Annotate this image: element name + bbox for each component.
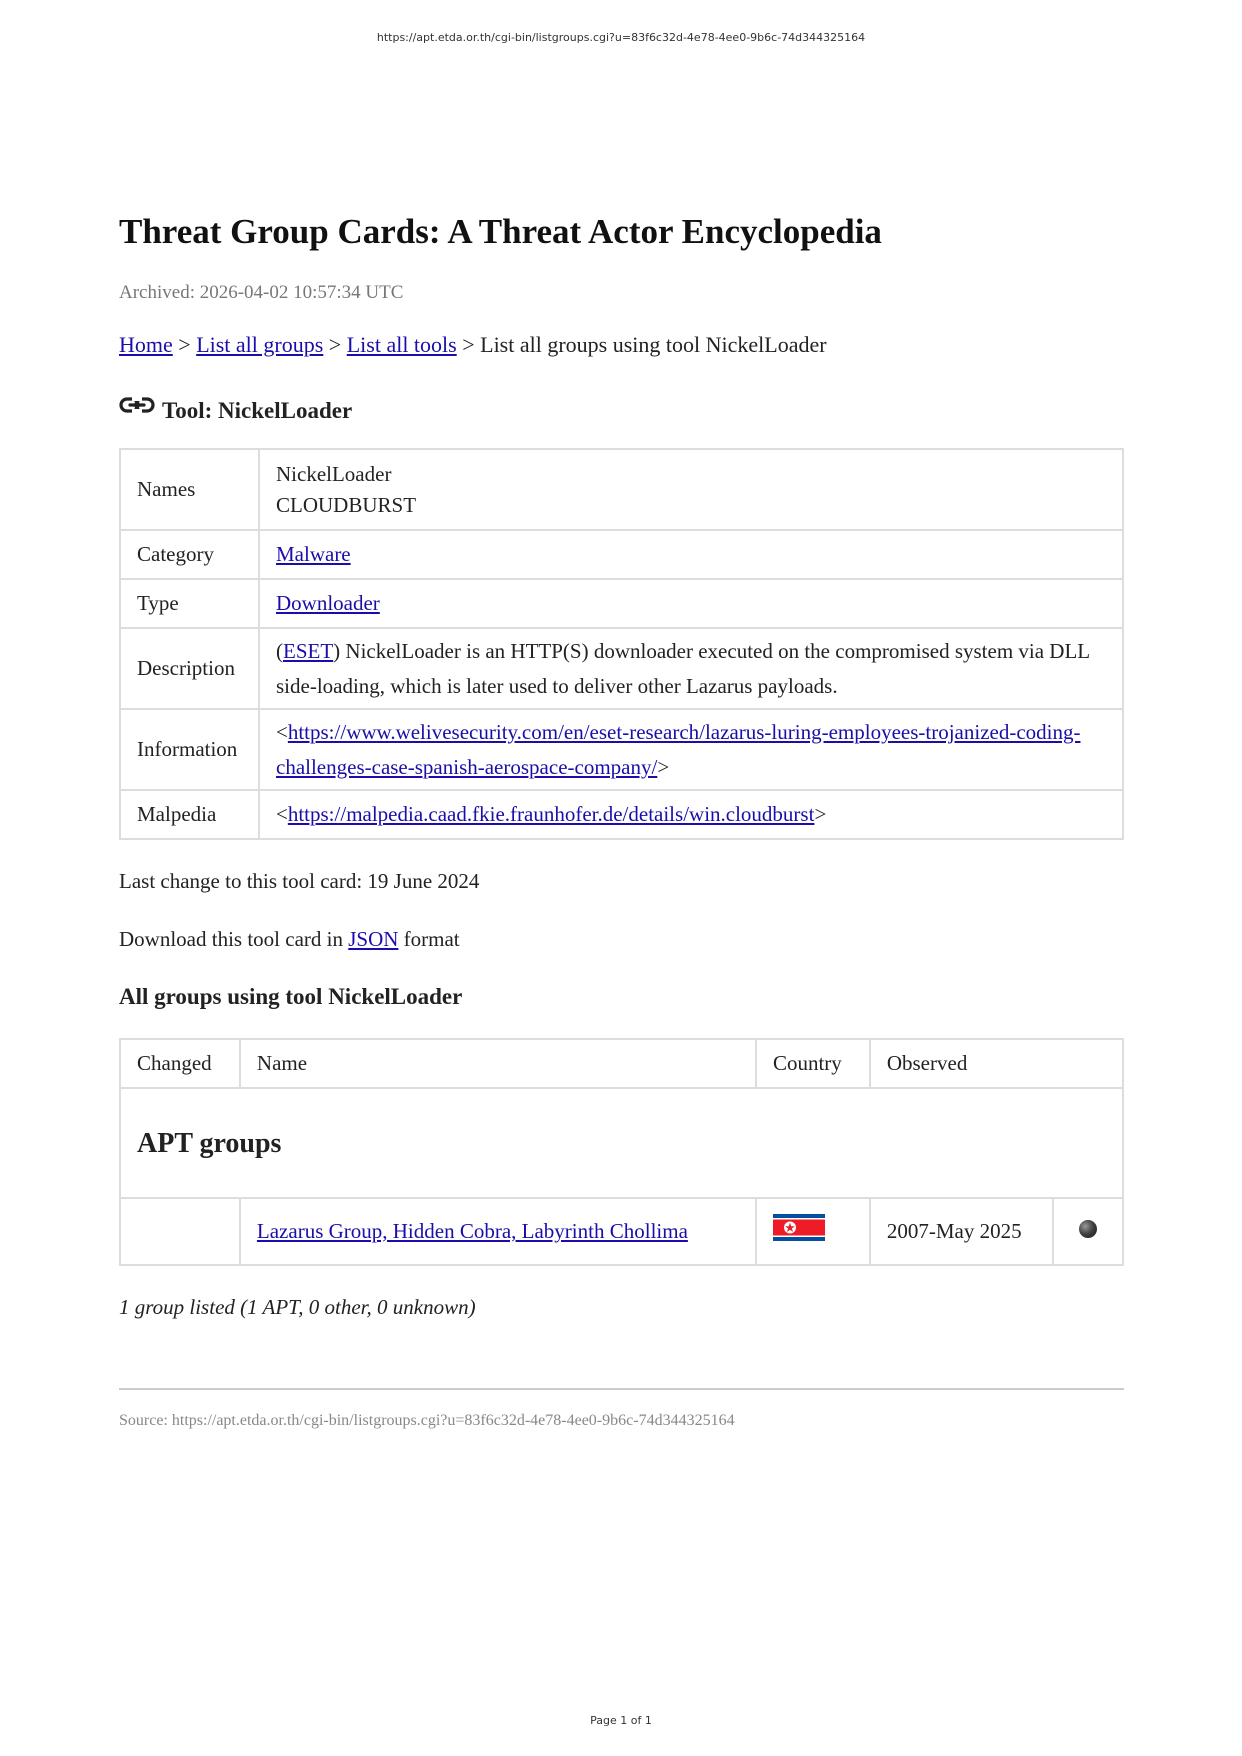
category-value [259,530,1123,579]
breadcrumb-separator: > [172,332,197,357]
country-cell [756,1198,870,1265]
table-row [120,579,1123,628]
type-label: Type [120,579,259,628]
information-value [259,709,1123,790]
groups-table [119,1038,1124,1266]
groups-heading: All groups using tool NickelLoader [119,984,463,1009]
angle-close: > [814,802,827,826]
table-row [120,530,1123,579]
category-label: Category [120,530,259,579]
malpedia-link[interactable]: https://malpedia.caad.fkie.fraunhofer.de/details/win.cloudburst [287,802,815,826]
page-title: Threat Group Cards: A Threat Actor Encyclopedia [119,212,882,251]
malpedia-value [259,790,1123,839]
download-prefix: Download this tool card in [119,927,349,951]
changed-cell [120,1198,240,1265]
column-header-observed: Observed [870,1039,1123,1088]
breadcrumb-list-groups-link[interactable]: List all groups [196,332,324,357]
link-icon [119,392,155,418]
breadcrumb [119,330,1124,360]
tool-info-table [119,448,1124,840]
information-link[interactable]: https://www.welivesecurity.com/en/eset-research/lazarus-luring-employees-trojanized-coding-challenges-case-spanish-aerospace-company/ [276,719,1081,779]
column-header-country: Country [756,1039,870,1088]
breadcrumb-current: > List all groups using tool NickelLoader [456,332,827,357]
description-text: ) NickelLoader is an HTTP(S) downloader executed on the compromised system via DLL side-loading, which is later used to deliver other Lazarus payloads. [276,638,1090,698]
print-header-url: https://apt.etda.or.th/cgi-bin/listgroups.cgi?u=83f6c32d-4e78-4ee0-9b6c-74d344325164 [376,31,866,44]
groups-summary: 1 group listed (1 APT, 0 other, 0 unknown) [119,1295,476,1319]
name-entry: NickelLoader [276,461,392,486]
description-source-link[interactable]: ESET [283,638,334,663]
information-label: Information [120,709,259,790]
names-value [259,449,1123,530]
north-korea-flag-icon [773,1214,825,1241]
last-change-text: Last change to this tool card: 19 June 2024 [119,869,480,893]
source-line: Source: https://apt.etda.or.th/cgi-bin/listgroups.cgi?u=83f6c32d-4e78-4ee0-9b6c-74d344325164 [119,1412,735,1429]
status-cell [1053,1198,1123,1265]
description-value [259,628,1123,709]
page-number: Page 1 of 1 [590,1714,652,1727]
names-label: Names [120,449,259,530]
download-line [119,924,1124,954]
table-row [120,628,1123,709]
tool-heading-text: Tool: NickelLoader [162,398,353,423]
observed-cell: 2007-May 2025 [870,1198,1053,1265]
table-row [120,790,1123,839]
status-dot-icon [1079,1220,1097,1238]
column-header-name: Name [240,1039,756,1088]
table-header-row [120,1039,1123,1088]
angle-open: < [276,719,288,744]
group-name-cell [240,1198,756,1265]
breadcrumb-home-link[interactable]: Home [119,332,173,357]
breadcrumb-separator: > [323,332,347,357]
description-label: Description [120,628,259,709]
malpedia-label: Malpedia [120,790,259,839]
download-suffix: format [398,927,460,951]
json-download-link[interactable]: JSON [348,927,399,951]
table-row [120,1198,1123,1265]
page-content [119,210,1124,1432]
archived-timestamp: Archived: 2026-04-02 10:57:34 UTC [119,282,404,303]
category-link[interactable]: Malware [276,542,351,566]
tool-heading [119,392,1124,426]
group-link[interactable]: Lazarus Group, Hidden Cobra, Labyrinth Chollima [256,1219,688,1243]
section-heading-apt-groups: APT groups [120,1088,1123,1198]
table-row [120,709,1123,790]
angle-open: < [276,802,288,826]
type-value [259,579,1123,628]
column-header-changed: Changed [120,1039,240,1088]
type-link[interactable]: Downloader [276,591,380,615]
name-entry: CLOUDBURST [276,492,417,517]
divider [119,1388,1124,1390]
paren-open: ( [276,638,283,663]
breadcrumb-list-tools-link[interactable]: List all tools [346,332,457,357]
section-row [120,1088,1123,1198]
table-row [120,449,1123,530]
angle-close: > [657,754,670,779]
